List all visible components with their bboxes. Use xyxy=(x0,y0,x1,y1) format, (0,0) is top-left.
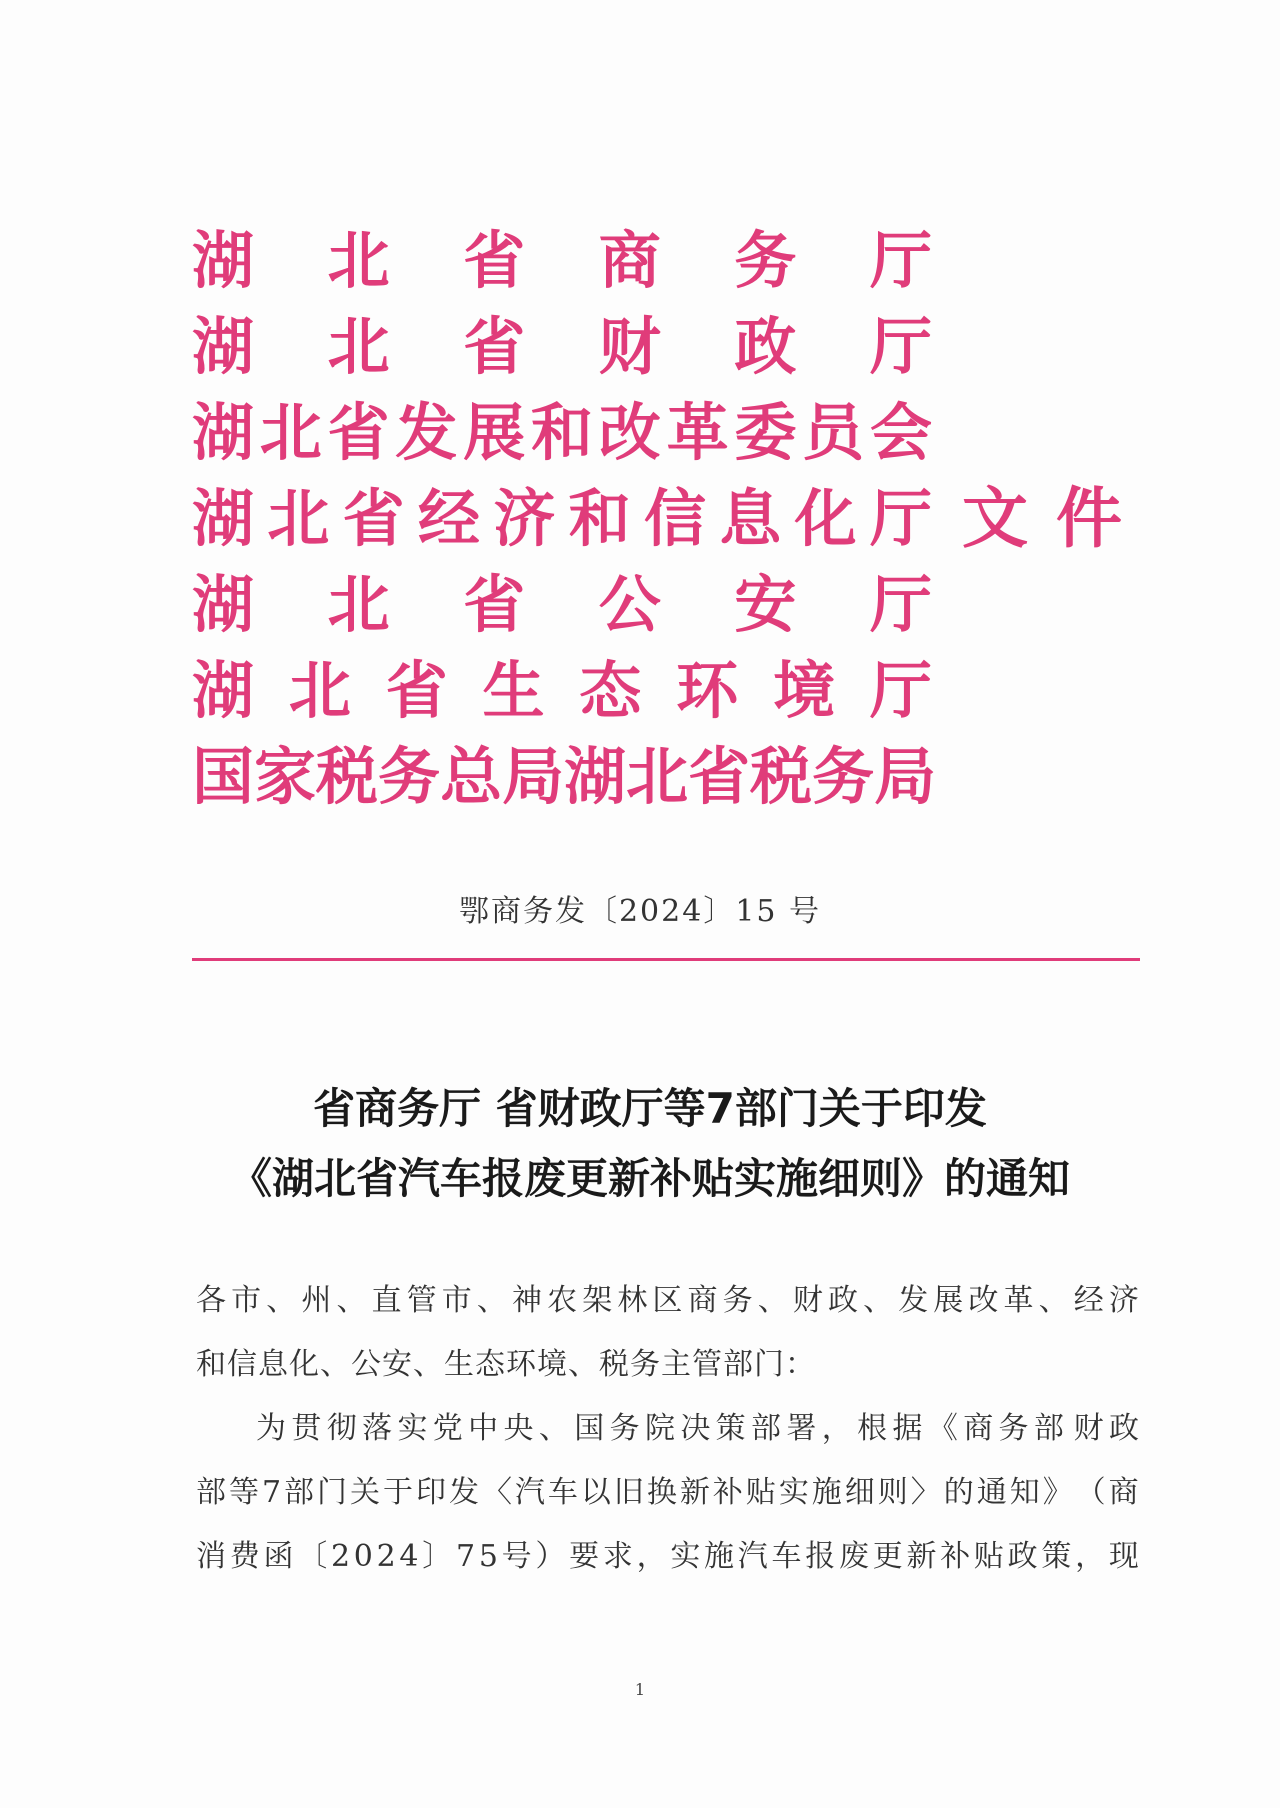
text-char: 展 xyxy=(933,1283,965,1318)
authority-char: 息 xyxy=(719,482,782,555)
authority-char: 家 xyxy=(254,740,317,813)
authority-char: 局 xyxy=(874,740,937,813)
text-char: ， xyxy=(636,1539,668,1574)
text-char: 则 xyxy=(877,1475,909,1510)
authority-name xyxy=(192,218,932,304)
authority-char: 局 xyxy=(502,740,565,813)
text-char: 决 xyxy=(680,1411,712,1446)
text-char: 农 xyxy=(547,1283,579,1318)
text-char: 州 xyxy=(301,1283,333,1318)
text-char: 署 xyxy=(786,1411,818,1446)
text-char: 财 xyxy=(1073,1411,1105,1446)
page-number: 1 xyxy=(634,1680,646,1699)
authority-char: 经 xyxy=(417,482,480,555)
text-char: 务 xyxy=(609,1411,641,1446)
authority-char: 湖 xyxy=(192,396,255,469)
authority-row xyxy=(192,734,1152,820)
text-char: 0 xyxy=(353,1539,374,1574)
text-char: 院 xyxy=(644,1411,676,1446)
text-char: 实 xyxy=(778,1475,810,1510)
text-char: 务 xyxy=(722,1283,754,1318)
body-paragraph-line-1 xyxy=(256,1411,1140,1446)
authority-char: 务 xyxy=(734,224,797,297)
text-char: 〔 xyxy=(297,1539,329,1574)
authority-char: 税 xyxy=(750,740,813,813)
document-type-char: 文 xyxy=(962,480,1028,557)
text-char: 通 xyxy=(976,1475,1008,1510)
text-char: 神 xyxy=(511,1283,543,1318)
authority-char: 北 xyxy=(267,482,330,555)
authority-char: 革 xyxy=(666,396,729,469)
document-number: 鄂商务发〔2024〕15 号 xyxy=(458,894,822,929)
text-char: 区 xyxy=(652,1283,684,1318)
authority-char: 员 xyxy=(802,396,865,469)
authority-char: 北 xyxy=(327,224,390,297)
text-char: 汽 xyxy=(737,1539,769,1574)
text-char: 管 xyxy=(406,1283,438,1318)
text-char: 落 xyxy=(362,1411,394,1446)
text-char: 换 xyxy=(646,1475,678,1510)
text-char: 、 xyxy=(757,1283,789,1318)
addressee-line-2: 和信息化、公安、生态环境、税务主管部门： xyxy=(196,1347,816,1382)
text-char: 、 xyxy=(266,1283,298,1318)
addressee-line-1 xyxy=(196,1283,1140,1318)
text-char: 国 xyxy=(574,1411,606,1446)
text-char: 汽 xyxy=(514,1475,546,1510)
text-char: 彻 xyxy=(326,1411,358,1446)
text-char: （ xyxy=(1075,1475,1107,1510)
authority-name xyxy=(192,390,932,476)
text-char: 党 xyxy=(432,1411,464,1446)
authority-char: 安 xyxy=(734,568,797,641)
text-char: 据 xyxy=(892,1411,924,1446)
red-separator-line xyxy=(192,958,1140,961)
text-char: 中 xyxy=(468,1411,500,1446)
authority-char: 发 xyxy=(395,396,458,469)
text-char: 部 xyxy=(751,1411,783,1446)
text-char: 2 xyxy=(376,1539,397,1574)
authority-char: 省 xyxy=(463,224,526,297)
authority-char: 湖 xyxy=(564,740,627,813)
document-type-label xyxy=(962,476,1122,562)
text-char: 政 xyxy=(1007,1539,1039,1574)
authority-row xyxy=(192,218,1152,304)
text-char: 贴 xyxy=(745,1475,777,1510)
text-char: 、 xyxy=(538,1411,570,1446)
text-char: 门 xyxy=(317,1475,349,1510)
text-char: 实 xyxy=(670,1539,702,1574)
authority-char: 改 xyxy=(598,396,661,469)
authority-char: 北 xyxy=(626,740,689,813)
text-char: 关 xyxy=(350,1475,382,1510)
text-char: 》 xyxy=(1042,1475,1074,1510)
authority-name xyxy=(192,648,932,734)
text-char: 车 xyxy=(547,1475,579,1510)
text-char: 部 xyxy=(1033,1411,1065,1446)
text-char: 、 xyxy=(863,1283,895,1318)
authority-char: 厅 xyxy=(869,568,932,641)
text-char: 细 xyxy=(844,1475,876,1510)
authority-name xyxy=(192,304,932,390)
text-char: 财 xyxy=(792,1283,824,1318)
authority-char: 省 xyxy=(463,568,526,641)
text-char: 贴 xyxy=(973,1539,1005,1574)
text-char: 新 xyxy=(906,1539,938,1574)
text-char: 要 xyxy=(569,1539,601,1574)
authority-char: 税 xyxy=(316,740,379,813)
text-char: 2 xyxy=(330,1539,352,1574)
text-char: 改 xyxy=(968,1283,1000,1318)
text-char: 补 xyxy=(712,1475,744,1510)
authority-char: 态 xyxy=(579,654,642,727)
body-paragraph-line-3 xyxy=(196,1539,1140,1574)
text-char: 7 xyxy=(455,1539,477,1574)
text-char: 印 xyxy=(415,1475,447,1510)
authority-char: 国 xyxy=(192,740,255,813)
text-char: 车 xyxy=(771,1539,803,1574)
text-char: 施 xyxy=(811,1475,843,1510)
authority-char: 北 xyxy=(327,568,390,641)
text-char: 知 xyxy=(1009,1475,1041,1510)
text-char: 实 xyxy=(397,1411,429,1446)
text-char: 商 xyxy=(963,1411,995,1446)
authority-row xyxy=(192,648,1152,734)
text-char: 发 xyxy=(898,1283,930,1318)
text-char: 为 xyxy=(256,1411,287,1446)
text-char: 补 xyxy=(940,1539,972,1574)
text-char: 废 xyxy=(838,1539,870,1574)
text-char: 央 xyxy=(503,1411,535,1446)
authority-char: 总 xyxy=(440,740,503,813)
authority-char: 会 xyxy=(869,396,932,469)
authority-char: 政 xyxy=(734,310,797,383)
text-char: 、 xyxy=(336,1283,368,1318)
authority-char: 境 xyxy=(773,654,836,727)
authority-char: 湖 xyxy=(192,224,255,297)
authority-char: 化 xyxy=(794,482,857,555)
authority-char: 湖 xyxy=(192,568,255,641)
authority-char: 厅 xyxy=(869,310,932,383)
text-char: 消 xyxy=(196,1539,227,1574)
text-char: 革 xyxy=(1003,1283,1035,1318)
text-char: 施 xyxy=(704,1539,736,1574)
text-char: 市 xyxy=(231,1283,263,1318)
text-char: 、 xyxy=(1038,1283,1070,1318)
text-char: 架 xyxy=(582,1283,614,1318)
body-paragraph-line-2 xyxy=(196,1475,1140,1510)
authority-char: 展 xyxy=(463,396,526,469)
text-char: ， xyxy=(821,1411,853,1446)
text-char: 7 xyxy=(261,1475,283,1510)
text-char: 部 xyxy=(196,1475,227,1510)
authority-char: 北 xyxy=(288,654,351,727)
text-char: 、 xyxy=(476,1283,508,1318)
authority-char: 信 xyxy=(643,482,706,555)
text-char: 各 xyxy=(196,1283,227,1318)
text-char: 务 xyxy=(998,1411,1030,1446)
text-char: 发 xyxy=(448,1475,480,1510)
authority-char: 厅 xyxy=(869,224,932,297)
text-char: 政 xyxy=(1108,1411,1140,1446)
authority-char: 厅 xyxy=(869,482,932,555)
authority-char: 北 xyxy=(327,310,390,383)
text-char: ） xyxy=(535,1539,567,1574)
authority-char: 湖 xyxy=(192,310,255,383)
text-char: 贯 xyxy=(291,1411,323,1446)
text-char: 现 xyxy=(1108,1539,1140,1574)
authority-char: 济 xyxy=(493,482,556,555)
authority-char: 省 xyxy=(463,310,526,383)
authority-row xyxy=(192,390,1152,476)
text-char: 政 xyxy=(827,1283,859,1318)
authority-char: 委 xyxy=(734,396,797,469)
text-char: 报 xyxy=(805,1539,837,1574)
text-char: 济 xyxy=(1108,1283,1140,1318)
text-char: 5 xyxy=(478,1539,499,1574)
text-char: 经 xyxy=(1073,1283,1105,1318)
authority-char: 和 xyxy=(530,396,593,469)
issuing-authorities-header xyxy=(192,218,1152,820)
text-char: 于 xyxy=(383,1475,414,1510)
text-char: 号 xyxy=(501,1539,533,1574)
authority-row xyxy=(192,562,1152,648)
text-char: 〉 xyxy=(910,1475,942,1510)
text-char: 商 xyxy=(1108,1475,1140,1510)
authority-char: 湖 xyxy=(192,482,255,555)
authority-row xyxy=(192,476,1152,562)
authority-char: 省 xyxy=(327,396,390,469)
authority-char: 北 xyxy=(259,396,322,469)
text-char: 的 xyxy=(943,1475,975,1510)
text-char: 部 xyxy=(284,1475,316,1510)
authority-char: 省 xyxy=(385,654,448,727)
text-char: 直 xyxy=(371,1283,403,1318)
authority-char: 财 xyxy=(598,310,661,383)
text-char: 策 xyxy=(715,1411,747,1446)
authority-char: 务 xyxy=(812,740,875,813)
text-char: 以 xyxy=(580,1475,612,1510)
authority-char: 省 xyxy=(688,740,751,813)
text-char: 〈 xyxy=(481,1475,513,1510)
authority-char: 厅 xyxy=(869,654,932,727)
text-char: 市 xyxy=(441,1283,473,1318)
text-char: 4 xyxy=(399,1539,420,1574)
text-char: 商 xyxy=(687,1283,719,1318)
authority-char: 公 xyxy=(598,568,661,641)
text-char: ， xyxy=(1075,1539,1107,1574)
text-char: 策 xyxy=(1041,1539,1073,1574)
authority-char: 环 xyxy=(676,654,739,727)
document-type-char: 件 xyxy=(1056,480,1122,557)
text-char: 旧 xyxy=(613,1475,645,1510)
authority-row xyxy=(192,304,1152,390)
document-title-line-2: 《湖北省汽车报废更新补贴实施细则》的通知 xyxy=(229,1154,1070,1203)
authority-char: 生 xyxy=(482,654,545,727)
text-char: 更 xyxy=(872,1539,904,1574)
text-char: 费 xyxy=(229,1539,261,1574)
text-char: 新 xyxy=(679,1475,711,1510)
text-char: 根 xyxy=(857,1411,889,1446)
authority-name xyxy=(192,476,932,562)
text-char: 〕 xyxy=(422,1539,454,1574)
authority-char: 湖 xyxy=(192,654,255,727)
text-char: 等 xyxy=(228,1475,260,1510)
authority-name xyxy=(192,734,937,820)
authority-char: 务 xyxy=(378,740,441,813)
text-char: 函 xyxy=(263,1539,295,1574)
authority-char: 商 xyxy=(598,224,661,297)
authority-char: 和 xyxy=(568,482,631,555)
authority-char: 省 xyxy=(342,482,405,555)
document-title-line-1: 省商务厅 省财政厅等7部门关于印发 xyxy=(313,1084,987,1133)
authority-name xyxy=(192,562,932,648)
text-char: 《 xyxy=(927,1411,959,1446)
text-char: 林 xyxy=(617,1283,649,1318)
text-char: 求 xyxy=(602,1539,634,1574)
